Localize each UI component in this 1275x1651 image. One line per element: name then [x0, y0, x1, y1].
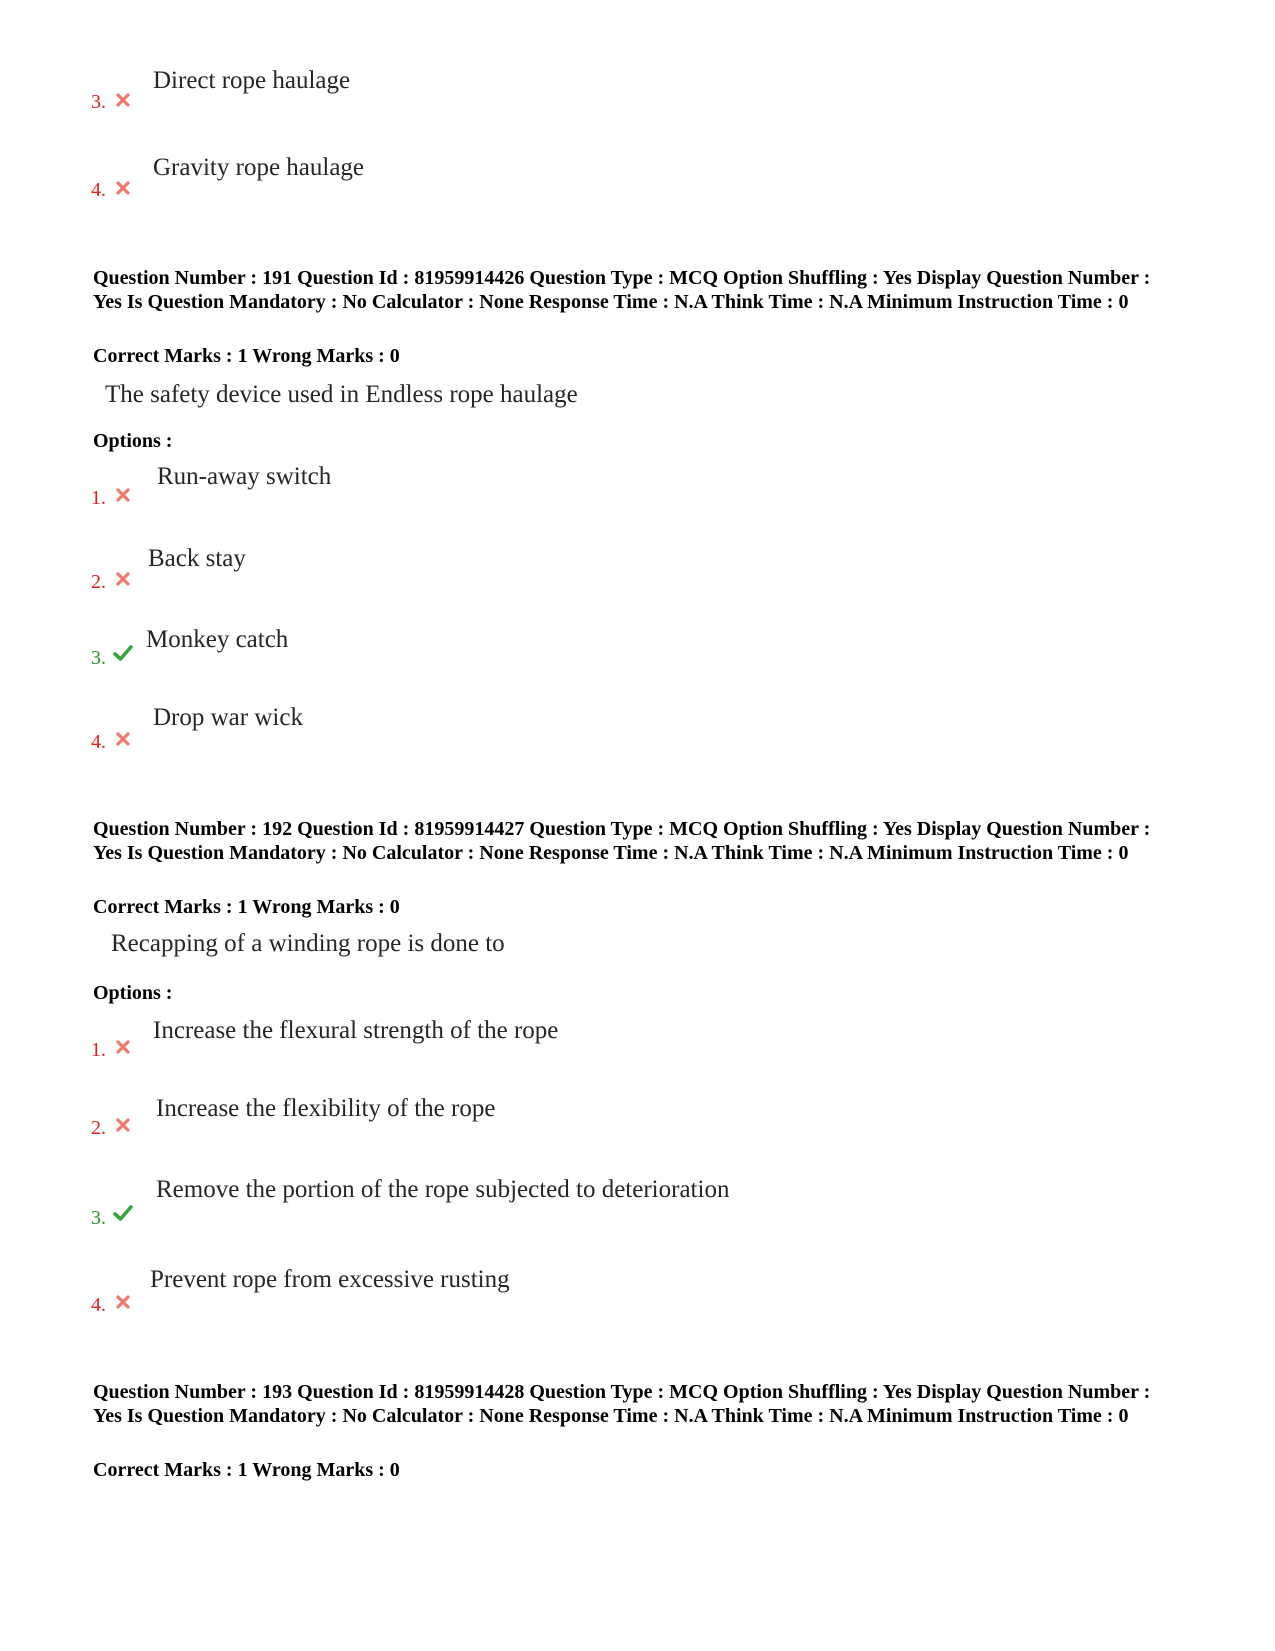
option-text: Increase the flexural strength of the rope: [153, 1017, 559, 1044]
question-text: Recapping of a winding rope is done to: [111, 930, 505, 957]
option-number: 2.: [91, 571, 106, 593]
option-text: Drop war wick: [153, 704, 303, 731]
cross-icon: [115, 487, 131, 503]
option-number: 1.: [91, 1039, 106, 1061]
check-icon: [113, 644, 133, 662]
option-number: 3.: [91, 647, 106, 669]
question-meta: Question Number : 191 Question Id : 81959914426 Question Type : MCQ Option Shuffling : Yes Display Question Number : Yes Is Question Mandatory : No Calculator : None Response Time : N.A Think Time : N.A Minimum Instruction Time : 0: [93, 267, 1151, 313]
option-text: Prevent rope from excessive rusting: [150, 1266, 510, 1293]
cross-icon: [115, 180, 131, 196]
cross-icon: [115, 731, 131, 747]
option-number: 3.: [91, 91, 106, 113]
cross-icon: [115, 571, 131, 587]
option-number: 4.: [91, 1294, 106, 1316]
option-number: 3.: [91, 1207, 106, 1229]
question-marks: Correct Marks : 1 Wrong Marks : 0: [93, 345, 400, 367]
cross-icon: [115, 1117, 131, 1133]
option-number: 4.: [91, 731, 106, 753]
question-text: The safety device used in Endless rope haulage: [105, 381, 578, 408]
options-label: Options :: [93, 982, 173, 1004]
question-marks: Correct Marks : 1 Wrong Marks : 0: [93, 896, 400, 918]
question-marks: Correct Marks : 1 Wrong Marks : 0: [93, 1459, 400, 1481]
options-label: Options :: [93, 430, 173, 452]
option-text: Gravity rope haulage: [153, 154, 365, 181]
option-text: Back stay: [148, 545, 246, 572]
option-text: Direct rope haulage: [153, 67, 351, 94]
question-meta: Question Number : 193 Question Id : 81959914428 Question Type : MCQ Option Shuffling : Yes Display Question Number : Yes Is Question Mandatory : No Calculator : None Response Time : N.A Think Time : N.A Minimum Instruction Time : 0: [93, 1381, 1151, 1427]
option-number: 1.: [91, 487, 106, 509]
cross-icon: [115, 92, 131, 108]
option-text: Increase the flexibility of the rope: [156, 1095, 496, 1122]
cross-icon: [115, 1294, 131, 1310]
option-text: Run-away switch: [157, 463, 332, 490]
option-text: Monkey catch: [146, 626, 289, 653]
option-number: 2.: [91, 1117, 106, 1139]
question-meta: Question Number : 192 Question Id : 81959914427 Question Type : MCQ Option Shuffling : Yes Display Question Number : Yes Is Question Mandatory : No Calculator : None Response Time : N.A Think Time : N.A Minimum Instruction Time : 0: [93, 818, 1151, 864]
check-icon: [113, 1204, 133, 1222]
cross-icon: [115, 1039, 131, 1055]
option-text: Remove the portion of the rope subjected to deterioration: [156, 1176, 730, 1203]
option-number: 4.: [91, 179, 106, 201]
